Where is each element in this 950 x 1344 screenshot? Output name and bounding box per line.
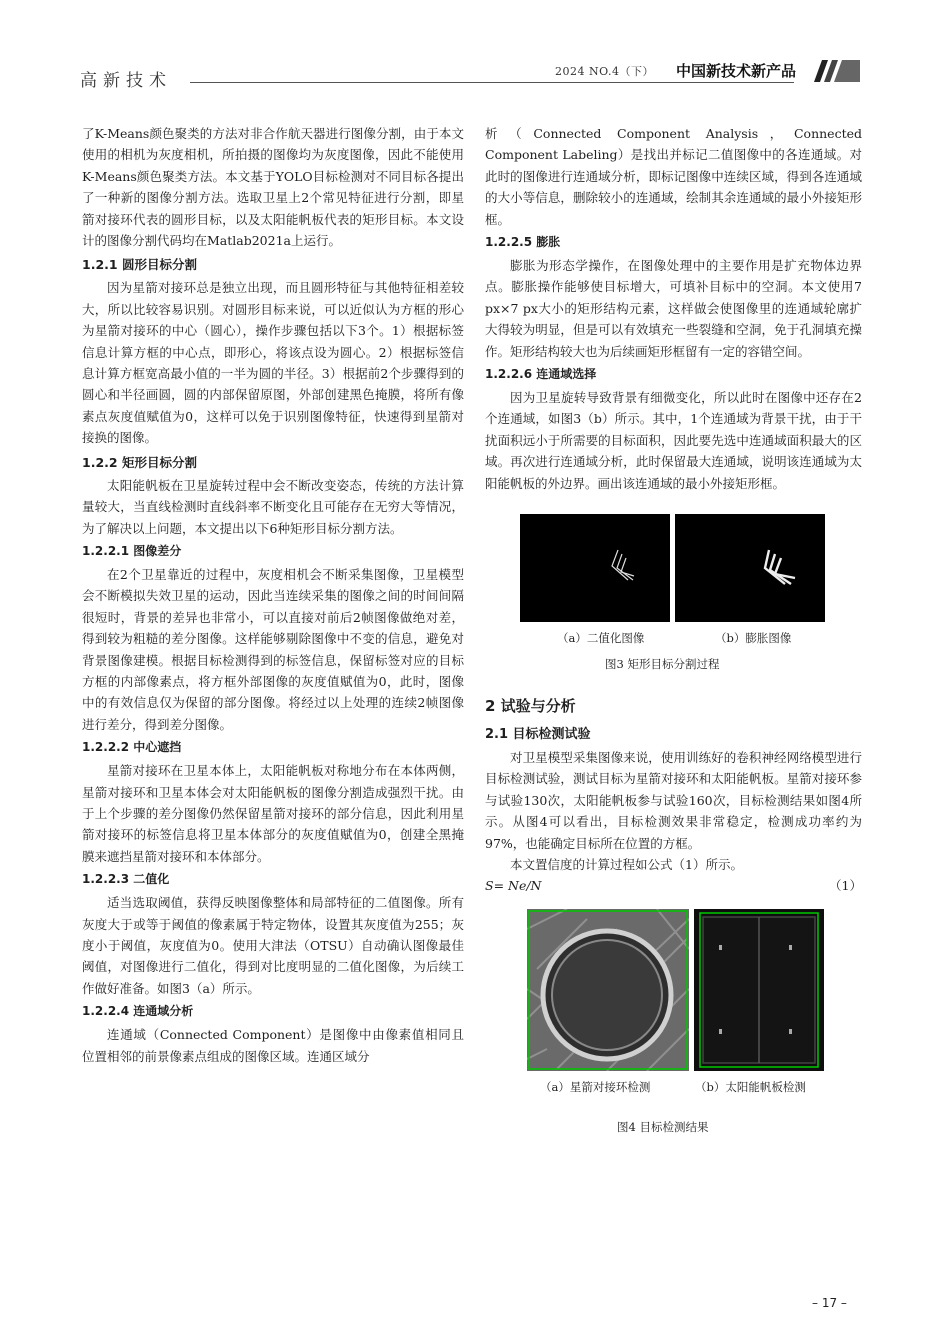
header-journal-name: 中国新技术新产品	[676, 62, 797, 80]
formula-expression: S= Ne/N	[485, 878, 542, 894]
page-number: – 17 –	[812, 1296, 847, 1310]
paragraph-2-1: 对卫星模型采集图像来说，使用训练好的卷积神经网络模型进行目标检测试验，测试目标为星箭对接环和太阳能帆板。星箭对接环参与试验130次，太阳能帆板参与试验160次，目标检测结果如图4所示。从图4可以看出，目标检测效果非常稳定，检测成功率约为97%，也能确定目标所在位置的方框。	[485, 749, 862, 851]
right-column	[485, 123, 862, 1139]
figure-4-caption: 图4 目标检测结果	[617, 1119, 709, 1134]
heading-1-2-2-6: 1.2.2.6 连通域选择	[485, 367, 597, 382]
paragraph-1-2-2: 太阳能帆板在卫星旋转过程中会不断改变姿态，传统的方法计算量较大，当直线检测时直线斜率不断变化且可能存在无穷大等情况，为了解决以上问题，本文提出以下6种矩形目标分割方法。	[82, 477, 464, 536]
heading-1-2-2-4: 1.2.2.4 连通域分析	[82, 1004, 194, 1019]
heading-1-2-2-2: 1.2.2.2 中心遮挡	[82, 740, 182, 755]
formula-1	[485, 875, 862, 896]
figure-3-caption: 图3 矩形目标分割过程	[605, 657, 720, 672]
header-rule	[190, 82, 794, 83]
figure-4b-caption: （b）太阳能帆板检测	[695, 1079, 806, 1094]
binary-image	[520, 514, 670, 622]
paragraph-1-2-2-6: 因为卫星旋转导致背景有细微变化，所以此时在图像中还存在2个连通域，如图3（b）所示。其中，1个连通域为背景干扰，由于干扰面积远小于所需要的目标面积，因此要先选中连通域面积最大的区域。再次进行连通域分析，此时保留最大连通域，说明该连通域为太阳能帆板的外边界。画出该连通域的最小外接矩形框。	[485, 390, 862, 491]
heading-2: 2 试验与分析	[485, 697, 576, 716]
dilated-image	[675, 514, 825, 622]
paragraph-formula-intro: 本文置信度的计算过程如公式（1）所示。	[510, 856, 743, 872]
figure-3a-caption: （a）二值化图像	[557, 631, 645, 646]
paragraph-1-2-2-3: 适当选取阈值，获得反映图像整体和局部特征的二值图像。所有灰度大于或等于阈值的像素属于特定物体，设置其灰度值为255；灰度小于阈值，灰度值为0。使用大津法（OTSU）自动确认图像最佳阈值，对图像进行二值化，得到对比度明显的二值化图像，为后续工作做好准备。如图3（a）所示。	[82, 895, 464, 996]
heading-1-2-2-5: 1.2.2.5 膨胀	[485, 235, 561, 250]
heading-1-2-2: 1.2.2 矩形目标分割	[82, 454, 197, 470]
paragraph-1-2-2-1: 在2个卫星靠近的过程中，灰度相机会不断采集图像，卫星模型会不断模拟失效卫星的运动，因此当连续采集的图像之间的时间间隔很短时，背景的差异也非常小，可以直接对前后2帧图像做绝对差，得到较为粗糙的差分图像。这样能够剔除图像中不变的信息，避免对背景图像建模。根据目标检测得到的标签信息，保留标签对应的目标方框的内部像素点，将方框外部图像的灰度值赋值为0，此时，图像中的有效信息仅为保留的部分图像。将经过以上处理的连续2帧图像进行差分，得到差分图像。	[82, 566, 464, 732]
journal-logo-icon	[814, 60, 860, 82]
paragraph-1-2-2-4-cont: 析（Connected Component Analysis，Connected Component Labeling）是找出并标记二值图像中的各连通域。对此时的图像进行连通域分析，即标记图像中连续区域，得到各连通域的大小等信息，删除较小的连通域，绘制其余连通域的最小外接矩形框。	[485, 126, 862, 227]
heading-2-1: 2.1 目标检测试验	[485, 726, 591, 742]
paragraph-1-2-2-2: 星箭对接环在卫星本体上，太阳能帆板对称地分布在本体两侧，星箭对接环和卫星本体会对太阳能帆板的图像分割造成强烈干扰。由于上个步骤的差分图像仍然保留星箭对接环的部分信息，因此利用星箭对接环的标签信息将卫星本体部分的灰度值赋值为0，创建全黑掩膜来遮挡星箭对接环和本体部分。	[82, 763, 464, 864]
paragraph-1-2-2-4: 连通域（Connected Component）是图像中由像素值相同且位置相邻的前景像素点组成的图像区域。连通区域分	[82, 1027, 464, 1064]
formula-number: （1）	[829, 878, 862, 894]
figure-3b-caption: （b）膨胀图像	[715, 631, 792, 646]
left-column	[82, 123, 464, 1067]
heading-1-2-2-3: 1.2.2.3 二值化	[82, 872, 170, 887]
header-section-title: 高新技术	[80, 71, 172, 91]
heading-1-2-1: 1.2.1 圆形目标分割	[82, 257, 197, 273]
figure-4	[485, 909, 862, 1139]
paragraph-1-2-2-5: 膨胀为形态学操作，在图像处理中的主要作用是扩充物体边界点。膨胀操作能够使目标增大，可填补目标中的空洞。本文使用7 px×7 px大小的矩形结构元素，这样做会使图像里的连通域轮廓扩大得较为明显，但是可以有效填充一些裂缝和空洞，免于孔洞填充操作。矩形结构较大也为后续画矩形框留有一定的容错空间。	[485, 258, 862, 359]
heading-1-2-2-1: 1.2.2.1 图像差分	[82, 543, 182, 558]
docking-ring-detection-image	[527, 909, 689, 1071]
figure-3	[485, 514, 862, 684]
figure-4a-caption: （a）星箭对接环检测	[540, 1079, 651, 1094]
header-issue: 2024 NO.4（下）	[555, 65, 654, 78]
solar-panel-detection-image	[694, 909, 824, 1071]
paragraph-intro: 了K-Means颜色聚类的方法对非合作航天器进行图像分割，由于本文使用的相机为灰度相机，所拍摄的图像均为灰度图像，因此不能使用K-Means颜色聚类方法。本文基于YOLO目标检测对不同目标各提出了一种新的图像分割方法。选取卫星上2个常见特征进行分割，即星箭对接环代表的圆形目标，以及太阳能帆板代表的矩形目标。本文设计的图像分割代码均在Matlab2021a上运行。	[82, 126, 464, 249]
paragraph-1-2-1: 因为星箭对接环总是独立出现，而且圆形特征与其他特征相差较大，所以比较容易识别。对圆形目标来说，可以近似认为方框的形心为星箭对接环的中心（圆心），操作步骤包括以下3个。1）根据标签信息计算方框的中心点，即形心，将该点设为圆心。2）根据标签信息计算方框宽高最小值的一半为圆的半径。3）根据前2个步骤得到的圆心和半径画圆，圆的内部保留原图，外部创建黑色掩膜，将所有像素点灰度值赋值为0，这样可以免于识别图像特征，快速得到星箭对接换的图像。	[82, 280, 464, 446]
